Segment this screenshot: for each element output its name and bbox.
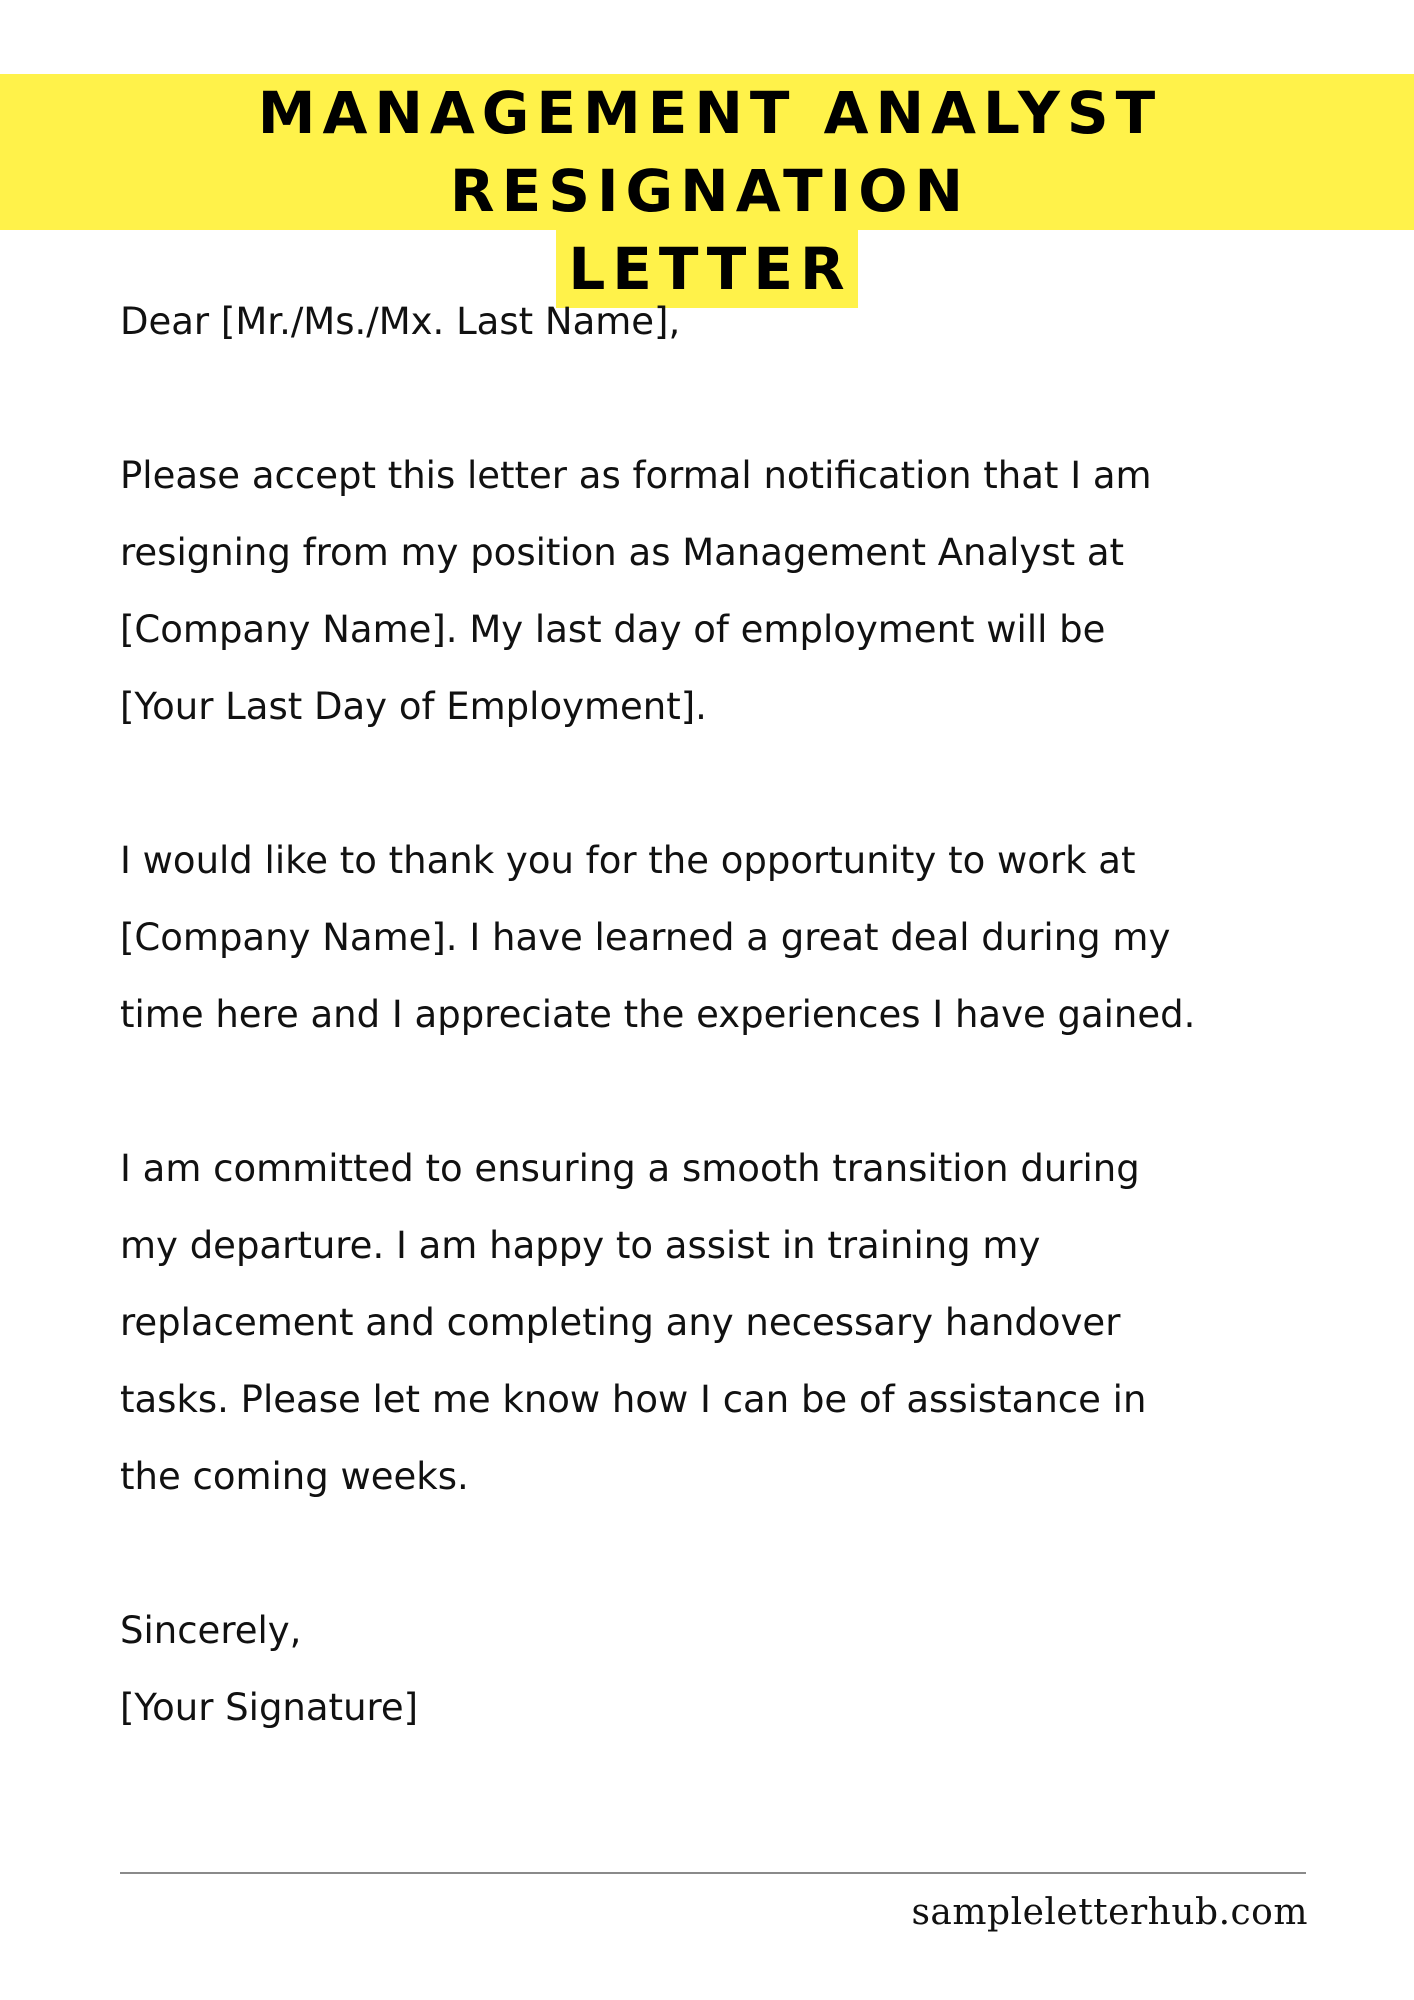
- paragraph-line: my departure. I am happy to assist in training my: [120, 1224, 1041, 1267]
- paragraph-transition: [120, 1130, 1360, 1515]
- title-line-2: LETTER: [556, 230, 857, 308]
- paragraph-line: tasks. Please let me know how I can be of assistance in: [120, 1378, 1147, 1421]
- paragraph-line: I am committed to ensuring a smooth transition during: [120, 1147, 1140, 1190]
- spacer: [120, 745, 1360, 822]
- paragraph-line: the coming weeks.: [120, 1455, 469, 1498]
- paragraph-line: resigning from my position as Management Analyst at: [120, 531, 1125, 574]
- spacer: [120, 1053, 1360, 1130]
- paragraph-line: I would like to thank you for the opportunity to work at: [120, 839, 1136, 882]
- footer-divider: [120, 1872, 1306, 1874]
- title-line-1: MANAGEMENT ANALYST RESIGNATION: [0, 74, 1414, 230]
- spacer: [120, 1515, 1360, 1592]
- paragraph-line: [Company Name]. My last day of employment will be: [120, 608, 1106, 651]
- paragraph-notification: [120, 437, 1360, 745]
- paragraph-line: [Company Name]. I have learned a great deal during my: [120, 916, 1171, 959]
- letter-body: [120, 283, 1360, 1746]
- paragraph-line: replacement and completing any necessary handover: [120, 1301, 1121, 1344]
- signature-placeholder: [Your Signature]: [120, 1686, 419, 1729]
- paragraph-line: Please accept this letter as formal notification that I am: [120, 454, 1152, 497]
- paragraph-thanks: [120, 822, 1360, 1053]
- document-title: [0, 74, 1414, 308]
- spacer: [120, 360, 1360, 437]
- footer-site: sampleletterhub.com: [911, 1892, 1308, 1933]
- paragraph-line: [Your Last Day of Employment].: [120, 685, 707, 728]
- salutation: Dear [Mr./Ms./Mx. Last Name],: [120, 300, 681, 343]
- paragraph-line: time here and I appreciate the experiences I have gained.: [120, 993, 1196, 1036]
- closing: Sincerely,: [120, 1609, 302, 1652]
